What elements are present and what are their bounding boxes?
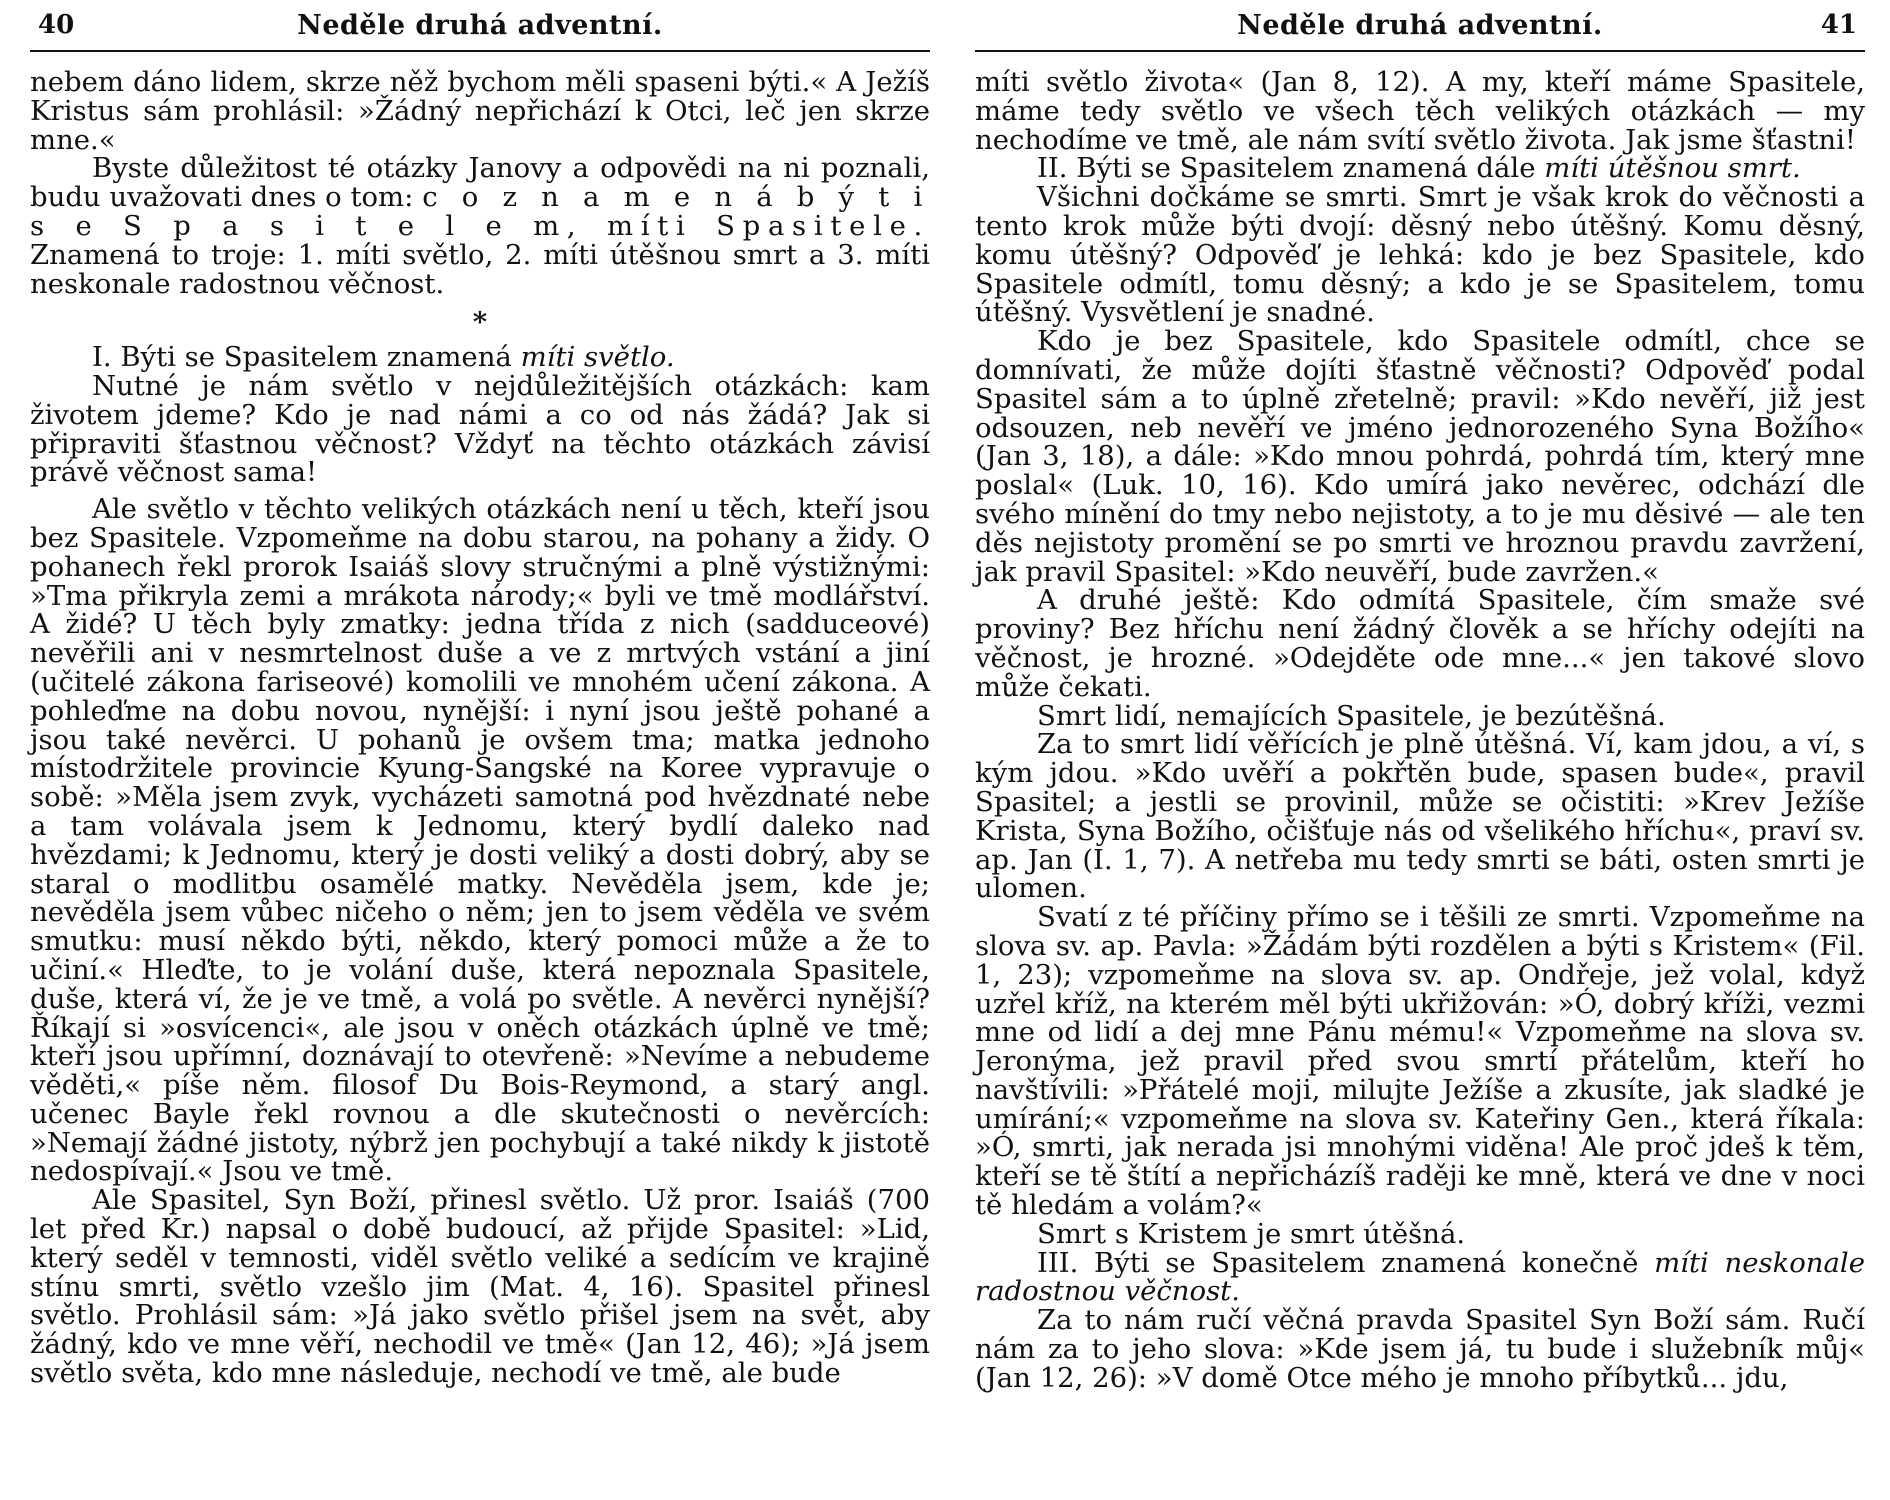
paragraph-text: Byste důležitost té otázky Janovy a odpovědi na ni poznali, budu uvažovati dnes o tom: (30, 152, 930, 214)
paragraph: nebem dáno lidem, skrze něž bychom měli spaseni býti.« A Ježíš Kristus sám prohlásil: »Žádný nepřichází k Otci, leč jen skrze mne.« (30, 66, 930, 156)
paragraph: Všichni dočkáme se smrti. Smrt je však krok do věčnosti a tento krok může býti dvojí: děsný nebo útěšný. Komu děsný, komu útěšný? Odpověď je lehká: kdo je bez Spasitele, kdo Spasitele odmítl, tomu děsný; a kdo je se Spasitelem, tomu útěšný. Vysvětlení je snadné. (975, 181, 1865, 329)
paragraph: Smrt s Kristem je smrt útěšná. (1037, 1217, 1466, 1250)
right-page-body (975, 68, 1865, 1490)
right-page-header (975, 6, 1865, 52)
right-running-title: Neděle druhá adventní. (1237, 10, 1603, 41)
paragraph: Ale Spasitel, Syn Boží, přinesl světlo. Už pror. Isaiáš (700 let před Kr.) napsal o době budoucí, až přijde Spasitel: »Lid, který seděl v temnosti, viděl světlo veliké a sedícím ve krajině stínu smrti, světlo vzešlo jim (Mat. 4, 16). Spasitel přinesl světlo. Prohlásil sám: »Já jako světlo přišel jsem na svět, aby žádný, kdo ve mne věří, nechodil ve tmě« (Jan 12, 46); »Já jsem světlo světa, kdo mne následuje, nechodí ve tmě, ale bude (30, 1184, 930, 1390)
heading-text: III. Býti se Spasitelem znamená konečně (1037, 1246, 1639, 1279)
left-page-number: 40 (38, 10, 75, 40)
section-heading (975, 1246, 1865, 1308)
left-page-body (30, 68, 930, 1490)
section-heading (975, 154, 1865, 183)
heading-emphasis: míti neskonale radostnou věčnost. (975, 1246, 1865, 1308)
section-heading (30, 343, 930, 372)
left-page (30, 0, 930, 1500)
emphasized-topic: c o z n a m e n á b ý t i s e S p a s i t e l e m, míti Spasitele. (30, 181, 930, 242)
paragraph: Smrt lidí, nemajících Spasitele, je bezútěšná. (1037, 699, 1666, 732)
paragraph: Kdo je bez Spasitele, kdo Spasitele odmítl, chce se domnívati, že může dojíti šťastně věčnosti? Odpověď podal Spasitel sám a to úplně zřetelně; pravil: »Kdo nevěří, již jest odsouzen, neb nevěří ve jméno jednorozeného Syna Božího« (Jan 3, 18), a dále: »Kdo mnou pohrdá, pohrdá tím, který mne poslal« (Luk. 10, 16). Kdo umírá jako nevěrec, odchází dle svého mínění do tmy nebo nejistoty, a to je mu děsivé — ale ten děs nejistoty promění se po smrti ve hroznou pravdu zavržení, jak pravil Spasitel: »Kdo neuvěří, bude zavržen.« (975, 325, 1865, 588)
heading-text: II. Býti se Spasitelem znamená dále (1037, 152, 1536, 185)
paragraph: Svatí z té příčiny přímo se i těšili ze smrti. Vzpomeňme na slova sv. ap. Pavla: »Žádám býti rozdělen a býti s Kristem« (Fil. 1, 23); vzpomeňme na slova sv. ap. Ondřeje, jež volal, když uzřel kříž, na kterém měl býti ukřižován: »Ó, dobrý kříži, vezmi mne od lidí a dej mne Pánu mému!« Vzpomeňme na slova sv. Jeronýma, jež pravil před svou smrtí přátelům, kteří ho navštívili: »Přátelé moji, milujte Ježíše a zkusíte, jak sladké je umírání;« vzpomeňme na slova sv. Kateřiny Gen., která říkala: »Ó, smrti, jak nerada jsi mnohými viděna! Ale proč jdeš k těm, kteří se tě štítí a nepřicházíš raději ke mně, která ve dne v noci tě hledám a volám?« (975, 901, 1865, 1222)
paragraph: Za to nám ručí věčná pravda Spasitel Syn Boží sám. Ručí nám za to jeho slova: »Kde jsem já, tu bude i služebník můj« (Jan 12, 26): »V domě Otce mého je mnoho příbytků... jdu, (975, 1304, 1865, 1394)
paragraph (30, 154, 930, 298)
paragraph: Nutné je nám světlo v nejdůležitějších otázkách: kam životem jdeme? Kdo je nad námi a co od nás žádá? Jak si připraviti šťastnou věčnost? Vždyť na těchto otázkách závisí právě věčnost sama! (30, 369, 930, 489)
paragraph-text: Znamená to troje: 1. míti světlo, 2. míti útěšnou smrt a 3. míti neskonale radostnou věčnost. (30, 238, 930, 300)
paragraph: A druhé ještě: Kdo odmítá Spasitele, čím smaže své proviny? Bez hříchu není žádný člověk a se hříchy odejíti na věčnost, je hrozné. »Odejděte ode mne...« jen takové slovo může čekati. (975, 584, 1865, 703)
heading-emphasis: míti světlo. (520, 341, 675, 374)
heading-emphasis: míti útěšnou smrt. (1544, 152, 1801, 185)
right-page-number: 41 (1820, 10, 1857, 40)
right-page (975, 0, 1865, 1500)
paragraph: Za to smrt lidí věřících je plně útěšná. Ví, kam jdou, a ví, s kým jdou. »Kdo uvěří a pokřtěn bude, spasen bude«, pravil Spasitel; a jestli se provinil, může se očistiti: »Krev Ježíše Krista, Syna Božího, očišťuje nás od všelikého hříchu«, praví sv. ap. Jan (I. 1, 7). A netřeba mu tedy smrti se báti, osten smrti je ulomen. (975, 728, 1865, 905)
left-page-header (30, 6, 930, 52)
heading-text: I. Býti se Spasitelem znamená (92, 341, 512, 374)
section-divider-asterisk: * (472, 306, 488, 339)
left-running-title: Neděle druhá adventní. (297, 10, 663, 41)
paragraph: míti světlo života« (Jan 8, 12). A my, kteří máme Spasitele, máme tedy světlo ve všech těch velikých otázkách — my nechodíme ve tmě, ale nám svítí světlo života. Jak jsme šťastni! (975, 66, 1865, 156)
paragraph: Ale světlo v těchto velikých otázkách není u těch, kteří jsou bez Spasitele. Vzpomeňme na dobu starou, na pohany a židy. O pohanech řekl prorok Isaiáš slovy stručnými a plně výstižnými: »Tma přikryla zemi a mrákota národy;« byli ve tmě modlářství. A židé? U těch byly zmatky: jedna třída z nich (sadduceové) nevěřili ani v nesmrtelnost duše a ve z mrtvých vstání a jiní (učitelé zákona fariseové) komolili ve mnohém učení zákona. A pohleďme na dobu novou, nynější: i nyní jsou ještě pohané a jsou také nevěrci. U pohanů je ovšem tma; matka jednoho místodržitele provincie Kyung-Sangské na Koree vypravuje o sobě: »Měla jsem zvyk, vycházeti samotná pod hvězdnaté nebe a tam volávala jsem k Jednomu, který bydlí daleko nad hvězdami; k Jednomu, který je dosti veliký a dosti dobrý, aby se staral o modlitbu osamělé matky. Nevěděla jsem, kde je; nevěděla jsem vůbec ničeho o něm; jen to jsem věděla ve svém smutku: musí někdo býti, někdo, který pomoci může a že to učiní.« Hleďte, to je volání duše, která nepoznala Spasitele, duše, která ví, že je ve tmě, a volá po světle. A nevěrci nynější? Říkají si »osvícenci«, ale jsou v oněch otázkách úplně ve tmě; kteří jsou upřímní, doznávají to otevřeně: »Nevíme a nebudeme věděti,« píše něm. filosof Du Bois-Reymond, a starý angl. učenec Bayle řekl rovnou a dle skutečnosti o nevěrcích: »Nemají žádné jistoty, nýbrž jen pochybují a také nikdy k jistotě nedospívají.« Jsou ve tmě. (30, 493, 930, 1188)
